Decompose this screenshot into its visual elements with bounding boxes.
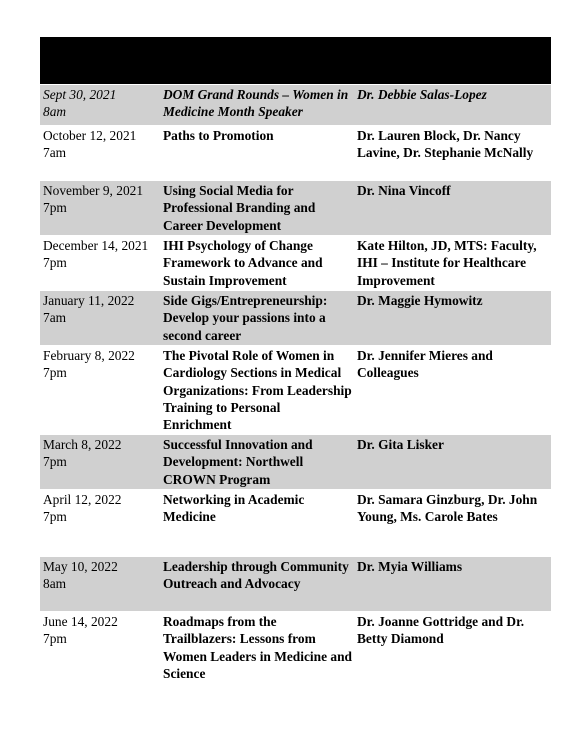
table-row [40, 290, 551, 345]
event-time: 7am [43, 145, 67, 161]
event-title: Roadmaps from the Trailblazers: Lessons from Women Leaders in Medicine and Science [163, 614, 352, 681]
event-time: 7pm [43, 631, 67, 647]
table-row [40, 235, 551, 290]
event-date: October 12, 2021 [43, 128, 137, 143]
date-cell [40, 85, 160, 125]
table-header [40, 37, 551, 84]
event-title: The Pivotal Role of Women in Cardiology Sections in Medical Organizations: From Leadership Training to Personal Enrichment [163, 348, 352, 433]
event-title: Networking in Academic Medicine [163, 492, 305, 525]
event-title: IHI Psychology of Change Framework to Advance and Sustain Improvement [163, 238, 323, 288]
event-title: Side Gigs/Entrepreneurship: Develop your passions into a second career [163, 293, 328, 343]
table-row [40, 84, 551, 125]
event-speaker: Dr. Debbie Salas-Lopez [357, 87, 487, 102]
date-cell [40, 291, 160, 345]
event-title: Paths to Promotion [163, 128, 274, 143]
table-row [40, 434, 551, 489]
table-row [40, 345, 551, 434]
event-speaker: Dr. Myia Williams [357, 559, 463, 574]
header-cell-topic [160, 37, 354, 84]
date-cell [40, 236, 160, 290]
date-cell [40, 181, 160, 235]
date-cell [40, 346, 160, 434]
event-time: 8am [43, 104, 67, 120]
event-date: January 11, 2022 [43, 293, 135, 308]
date-cell [40, 435, 160, 489]
event-date: March 8, 2022 [43, 437, 122, 452]
event-time: 8am [43, 576, 67, 592]
event-speaker: Kate Hilton, JD, MTS: Faculty, IHI – Institute for Healthcare Improvement [357, 238, 537, 288]
event-title: Successful Innovation and Development: Northwell CROWN Program [163, 437, 313, 487]
event-date: December 14, 2021 [43, 238, 149, 253]
event-time: 7pm [43, 454, 67, 470]
table-row [40, 489, 551, 556]
event-title: Leadership through Community Outreach and Advocacy [163, 559, 349, 592]
event-time: 7pm [43, 255, 67, 271]
event-speaker: Dr. Nina Vincoff [357, 183, 451, 198]
header-cell-speaker [354, 37, 551, 84]
event-title: Using Social Media for Professional Branding and Career Development [163, 183, 316, 233]
date-cell [40, 557, 160, 611]
date-cell [40, 612, 160, 684]
header-cell-date [40, 37, 160, 84]
event-time: 7pm [43, 509, 67, 525]
date-cell [40, 126, 160, 180]
event-speaker: Dr. Samara Ginzburg, Dr. John Young, Ms. Carole Bates [357, 492, 538, 525]
event-date: April 12, 2022 [43, 492, 122, 507]
event-date: June 14, 2022 [43, 614, 118, 629]
event-date: February 8, 2022 [43, 348, 135, 363]
event-speaker: Dr. Jennifer Mieres and Colleagues [357, 348, 493, 381]
event-time: 7am [43, 310, 67, 326]
table-row [40, 611, 551, 684]
event-date: November 9, 2021 [43, 183, 144, 198]
event-speaker: Dr. Maggie Hymowitz [357, 293, 483, 308]
event-date: May 10, 2022 [43, 559, 118, 574]
event-speaker: Dr. Lauren Block, Dr. Nancy Lavine, Dr. Stephanie McNally [357, 128, 534, 161]
date-cell [40, 490, 160, 556]
table-row [40, 556, 551, 611]
event-time: 7pm [43, 200, 67, 216]
event-date: Sept 30, 2021 [43, 87, 117, 102]
event-title: DOM Grand Rounds – Women in Medicine Month Speaker [163, 87, 349, 120]
event-speaker: Dr. Joanne Gottridge and Dr. Betty Diamond [357, 614, 525, 647]
event-time: 7pm [43, 365, 67, 381]
schedule-table [40, 37, 551, 684]
table-row [40, 180, 551, 235]
event-speaker: Dr. Gita Lisker [357, 437, 444, 452]
table-row [40, 125, 551, 180]
